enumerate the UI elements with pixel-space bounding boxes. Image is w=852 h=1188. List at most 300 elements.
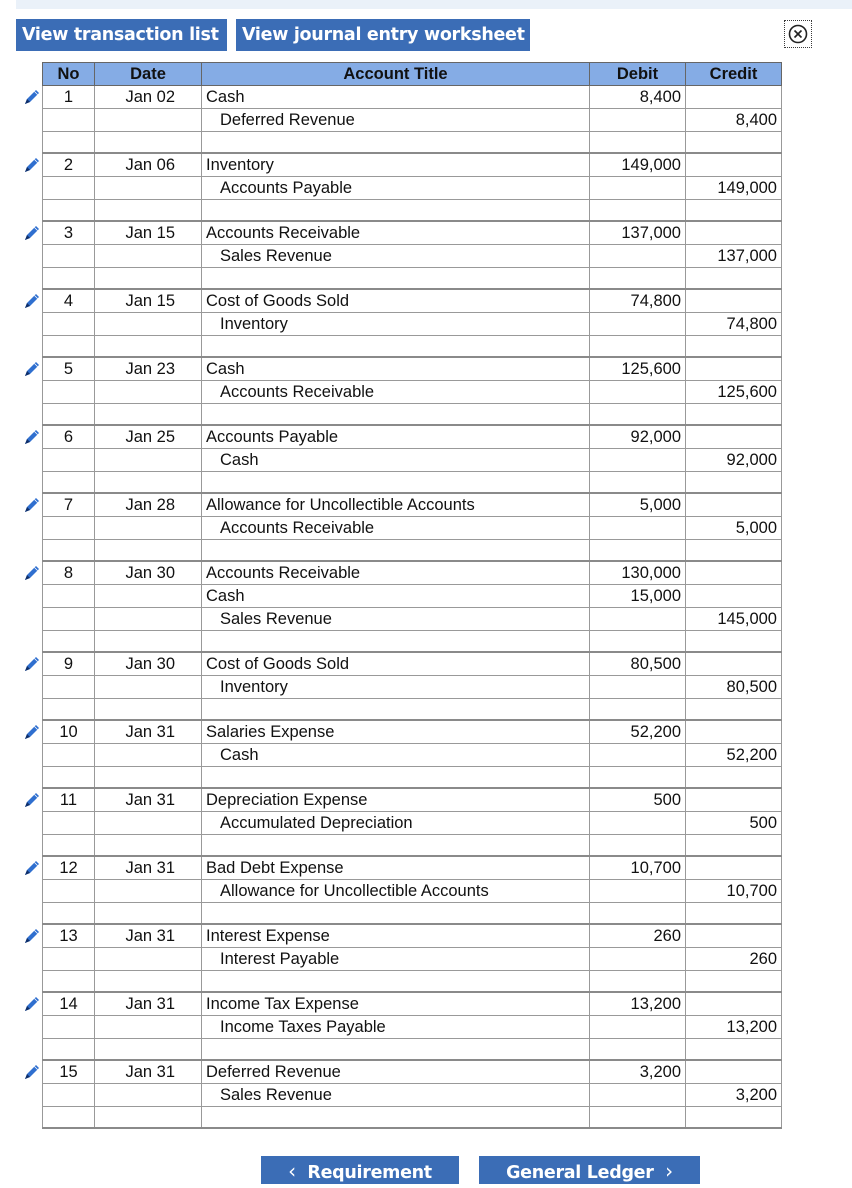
- account-title: Sales Revenue: [202, 1084, 590, 1107]
- account-title: Accounts Payable: [202, 425, 590, 449]
- account-title: Deferred Revenue: [202, 109, 590, 132]
- debit-amount: 260: [590, 924, 686, 948]
- edit-entry-button[interactable]: [21, 86, 43, 108]
- account-title: Cash: [202, 585, 590, 608]
- entry-number: [43, 517, 95, 540]
- debit-amount: 137,000: [590, 221, 686, 245]
- credit-amount: 137,000: [686, 245, 782, 268]
- table-row: [43, 924, 782, 948]
- credit-amount: 74,800: [686, 313, 782, 336]
- entry-date: [95, 835, 202, 857]
- debit-amount: 3,200: [590, 1060, 686, 1084]
- debit-amount: 80,500: [590, 652, 686, 676]
- table-row: [43, 856, 782, 880]
- account-title: [202, 268, 590, 290]
- credit-amount: [686, 652, 782, 676]
- account-title: [202, 472, 590, 494]
- account-title: Allowance for Uncollectible Accounts: [202, 493, 590, 517]
- debit-amount: 5,000: [590, 493, 686, 517]
- requirement-label: Requirement: [307, 1163, 432, 1183]
- entry-number: [43, 245, 95, 268]
- account-title: Cash: [202, 86, 590, 109]
- account-title: Deferred Revenue: [202, 1060, 590, 1084]
- entry-number: [43, 1107, 95, 1129]
- entry-number: [43, 699, 95, 721]
- entry-number: [43, 608, 95, 631]
- credit-amount: [686, 992, 782, 1016]
- entry-number: 14: [43, 992, 95, 1016]
- account-title: [202, 971, 590, 993]
- header-credit: Credit: [686, 63, 782, 86]
- entry-date: Jan 23: [95, 357, 202, 381]
- credit-amount: 52,200: [686, 744, 782, 767]
- account-title: [202, 540, 590, 562]
- account-title: Interest Expense: [202, 924, 590, 948]
- entry-date: [95, 744, 202, 767]
- debit-amount: 500: [590, 788, 686, 812]
- entry-date: Jan 30: [95, 652, 202, 676]
- table-header-row: [43, 63, 782, 86]
- entry-date: [95, 608, 202, 631]
- entry-number: [43, 880, 95, 903]
- pencil-icon: [21, 222, 43, 244]
- account-title: Cost of Goods Sold: [202, 289, 590, 313]
- filler-row: [43, 200, 782, 222]
- entry-number: 3: [43, 221, 95, 245]
- entry-date: Jan 31: [95, 788, 202, 812]
- entry-number: 12: [43, 856, 95, 880]
- entry-date: [95, 381, 202, 404]
- edit-entry-button[interactable]: [21, 562, 43, 584]
- account-title: Cash: [202, 357, 590, 381]
- entry-number: 8: [43, 561, 95, 585]
- pencil-icon: [21, 789, 43, 811]
- entry-number: [43, 540, 95, 562]
- table-row: [43, 561, 782, 585]
- pencil-icon: [21, 562, 43, 584]
- entry-date: Jan 15: [95, 289, 202, 313]
- header-no: No: [43, 63, 95, 86]
- filler-row: [43, 1039, 782, 1061]
- credit-amount: [686, 493, 782, 517]
- credit-amount: [686, 153, 782, 177]
- entry-number: 5: [43, 357, 95, 381]
- debit-amount: 74,800: [590, 289, 686, 313]
- filler-row: [43, 631, 782, 653]
- edit-entry-button[interactable]: [21, 1061, 43, 1083]
- account-title: [202, 631, 590, 653]
- pencil-icon: [21, 993, 43, 1015]
- credit-amount: [686, 971, 782, 993]
- entry-date: [95, 676, 202, 699]
- filler-row: [43, 404, 782, 426]
- debit-amount: [590, 971, 686, 993]
- credit-amount: 149,000: [686, 177, 782, 200]
- filler-row: [43, 472, 782, 494]
- edit-entry-button[interactable]: [21, 993, 43, 1015]
- entry-date: [95, 699, 202, 721]
- entry-date: [95, 812, 202, 835]
- entry-date: [95, 1107, 202, 1129]
- credit-amount: [686, 86, 782, 109]
- table-row: [43, 425, 782, 449]
- table-row: [43, 652, 782, 676]
- account-title: Accounts Receivable: [202, 381, 590, 404]
- account-title: Income Taxes Payable: [202, 1016, 590, 1039]
- entry-number: [43, 1039, 95, 1061]
- table-row: [43, 948, 782, 971]
- account-title: [202, 1039, 590, 1061]
- entry-number: 11: [43, 788, 95, 812]
- entry-number: 9: [43, 652, 95, 676]
- entry-number: [43, 585, 95, 608]
- credit-amount: [686, 132, 782, 154]
- account-title: Sales Revenue: [202, 608, 590, 631]
- entry-number: [43, 313, 95, 336]
- entry-date: [95, 517, 202, 540]
- debit-amount: [590, 631, 686, 653]
- debit-amount: 130,000: [590, 561, 686, 585]
- entry-number: 15: [43, 1060, 95, 1084]
- account-title: Inventory: [202, 153, 590, 177]
- entry-date: [95, 109, 202, 132]
- table-row: [43, 177, 782, 200]
- pencil-icon: [21, 857, 43, 879]
- entry-number: [43, 676, 95, 699]
- table-row: [43, 1016, 782, 1039]
- debit-amount: [590, 835, 686, 857]
- entry-number: [43, 449, 95, 472]
- credit-amount: 125,600: [686, 381, 782, 404]
- entry-date: [95, 585, 202, 608]
- table-row: [43, 245, 782, 268]
- entry-number: [43, 109, 95, 132]
- credit-amount: [686, 336, 782, 358]
- credit-amount: 500: [686, 812, 782, 835]
- entry-date: Jan 28: [95, 493, 202, 517]
- debit-amount: [590, 676, 686, 699]
- account-title: Accounts Receivable: [202, 221, 590, 245]
- table-row: [43, 357, 782, 381]
- header-account-title: Account Title: [202, 63, 590, 86]
- table-row: [43, 676, 782, 699]
- entry-number: 7: [43, 493, 95, 517]
- entry-number: 2: [43, 153, 95, 177]
- entry-date: [95, 472, 202, 494]
- entry-date: [95, 336, 202, 358]
- pencil-icon: [21, 721, 43, 743]
- account-title: Inventory: [202, 313, 590, 336]
- entry-number: [43, 381, 95, 404]
- entry-number: [43, 767, 95, 789]
- table-row: [43, 812, 782, 835]
- entry-date: [95, 449, 202, 472]
- credit-amount: [686, 903, 782, 925]
- entry-number: [43, 336, 95, 358]
- entry-date: Jan 31: [95, 856, 202, 880]
- debit-amount: [590, 1016, 686, 1039]
- account-title: Accounts Receivable: [202, 561, 590, 585]
- requirement-button[interactable]: [261, 1156, 459, 1184]
- entry-number: [43, 948, 95, 971]
- pencil-icon: [21, 426, 43, 448]
- pencil-icon: [21, 86, 43, 108]
- debit-amount: [590, 1084, 686, 1107]
- entry-date: [95, 313, 202, 336]
- credit-amount: [686, 585, 782, 608]
- edit-entry-button[interactable]: [21, 857, 43, 879]
- account-title: Inventory: [202, 676, 590, 699]
- debit-amount: [590, 699, 686, 721]
- account-title: [202, 132, 590, 154]
- debit-amount: [590, 540, 686, 562]
- edit-entry-button[interactable]: [21, 426, 43, 448]
- entry-date: [95, 132, 202, 154]
- entry-number: [43, 200, 95, 222]
- pencil-icon: [21, 925, 43, 947]
- edit-entry-button[interactable]: [21, 925, 43, 947]
- edit-entry-button[interactable]: [21, 154, 43, 176]
- entry-number: [43, 1016, 95, 1039]
- account-title: Accumulated Depreciation: [202, 812, 590, 835]
- entry-date: [95, 948, 202, 971]
- entry-date: [95, 245, 202, 268]
- entry-date: Jan 31: [95, 1060, 202, 1084]
- credit-amount: [686, 561, 782, 585]
- credit-amount: 3,200: [686, 1084, 782, 1107]
- account-title: Accounts Receivable: [202, 517, 590, 540]
- entry-date: [95, 880, 202, 903]
- credit-amount: [686, 1060, 782, 1084]
- debit-amount: [590, 109, 686, 132]
- credit-amount: 92,000: [686, 449, 782, 472]
- filler-row: [43, 699, 782, 721]
- credit-amount: [686, 1039, 782, 1061]
- debit-amount: [590, 767, 686, 789]
- credit-amount: [686, 1107, 782, 1129]
- entry-date: Jan 06: [95, 153, 202, 177]
- chevron-left-icon: ‹: [288, 1159, 296, 1183]
- entry-number: [43, 812, 95, 835]
- entry-number: [43, 971, 95, 993]
- filler-row: [43, 132, 782, 154]
- debit-amount: [590, 132, 686, 154]
- credit-amount: 10,700: [686, 880, 782, 903]
- credit-amount: [686, 767, 782, 789]
- view-journal-entry-worksheet-button[interactable]: View journal entry worksheet: [236, 19, 530, 51]
- table-row: [43, 86, 782, 109]
- debit-amount: [590, 245, 686, 268]
- credit-amount: [686, 924, 782, 948]
- account-title: Depreciation Expense: [202, 788, 590, 812]
- entry-date: [95, 903, 202, 925]
- account-title: [202, 903, 590, 925]
- debit-amount: 10,700: [590, 856, 686, 880]
- table-row: [43, 493, 782, 517]
- entry-date: Jan 15: [95, 221, 202, 245]
- entry-date: [95, 767, 202, 789]
- credit-amount: 80,500: [686, 676, 782, 699]
- general-ledger-label: General Ledger: [506, 1163, 654, 1183]
- edit-entry-button[interactable]: [21, 290, 43, 312]
- credit-amount: 8,400: [686, 109, 782, 132]
- debit-amount: [590, 449, 686, 472]
- entry-date: Jan 30: [95, 561, 202, 585]
- entry-date: Jan 02: [95, 86, 202, 109]
- credit-amount: 13,200: [686, 1016, 782, 1039]
- edit-entry-button[interactable]: [21, 494, 43, 516]
- entry-date: [95, 177, 202, 200]
- credit-amount: 260: [686, 948, 782, 971]
- entry-number: 10: [43, 720, 95, 744]
- entry-date: [95, 200, 202, 222]
- entry-date: [95, 631, 202, 653]
- entry-date: [95, 1039, 202, 1061]
- credit-amount: [686, 404, 782, 426]
- account-title: [202, 1107, 590, 1129]
- entry-date: Jan 31: [95, 720, 202, 744]
- entry-number: [43, 835, 95, 857]
- credit-amount: [686, 200, 782, 222]
- table-row: [43, 992, 782, 1016]
- debit-amount: 125,600: [590, 357, 686, 381]
- table-row: [43, 1060, 782, 1084]
- credit-amount: [686, 835, 782, 857]
- entry-date: [95, 1016, 202, 1039]
- debit-amount: [590, 381, 686, 404]
- filler-row: [43, 1107, 782, 1129]
- account-title: Interest Payable: [202, 948, 590, 971]
- debit-amount: 15,000: [590, 585, 686, 608]
- entry-number: [43, 903, 95, 925]
- edit-entry-button[interactable]: [21, 721, 43, 743]
- debit-amount: [590, 404, 686, 426]
- table-row: [43, 880, 782, 903]
- credit-amount: [686, 788, 782, 812]
- debit-amount: [590, 1107, 686, 1129]
- table-row: [43, 289, 782, 313]
- edit-entry-button[interactable]: [21, 789, 43, 811]
- close-button[interactable]: [784, 20, 812, 48]
- debit-amount: [590, 812, 686, 835]
- entry-number: [43, 631, 95, 653]
- pencil-icon: [21, 290, 43, 312]
- account-title: [202, 336, 590, 358]
- pencil-icon: [21, 494, 43, 516]
- debit-amount: 8,400: [590, 86, 686, 109]
- credit-amount: [686, 540, 782, 562]
- account-title: Sales Revenue: [202, 245, 590, 268]
- credit-amount: [686, 856, 782, 880]
- debit-amount: [590, 268, 686, 290]
- account-title: Salaries Expense: [202, 720, 590, 744]
- entry-number: [43, 744, 95, 767]
- pencil-icon: [21, 154, 43, 176]
- account-title: [202, 767, 590, 789]
- debit-amount: [590, 472, 686, 494]
- credit-amount: [686, 357, 782, 381]
- entry-date: [95, 971, 202, 993]
- debit-amount: [590, 608, 686, 631]
- credit-amount: [686, 720, 782, 744]
- view-transaction-list-button[interactable]: View transaction list: [16, 19, 227, 51]
- account-title: [202, 404, 590, 426]
- credit-amount: [686, 699, 782, 721]
- header-debit: Debit: [590, 63, 686, 86]
- account-title: Bad Debt Expense: [202, 856, 590, 880]
- account-title: Accounts Payable: [202, 177, 590, 200]
- table-row: [43, 381, 782, 404]
- pencil-icon: [21, 358, 43, 380]
- edit-entry-button[interactable]: [21, 653, 43, 675]
- debit-amount: [590, 903, 686, 925]
- edit-entry-button[interactable]: [21, 358, 43, 380]
- table-row: [43, 1084, 782, 1107]
- general-ledger-button[interactable]: [479, 1156, 700, 1184]
- table-row: [43, 313, 782, 336]
- filler-row: [43, 835, 782, 857]
- filler-row: [43, 767, 782, 789]
- table-row: [43, 153, 782, 177]
- entry-number: 1: [43, 86, 95, 109]
- journal-table: [42, 62, 782, 1129]
- debit-amount: 13,200: [590, 992, 686, 1016]
- filler-row: [43, 903, 782, 925]
- entry-number: [43, 177, 95, 200]
- table-row: [43, 608, 782, 631]
- debit-amount: [590, 313, 686, 336]
- entry-number: [43, 404, 95, 426]
- account-title: Cash: [202, 744, 590, 767]
- debit-amount: [590, 1039, 686, 1061]
- entry-number: 4: [43, 289, 95, 313]
- top-strip: [16, 0, 852, 9]
- entry-date: Jan 31: [95, 924, 202, 948]
- entry-date: [95, 404, 202, 426]
- debit-amount: [590, 948, 686, 971]
- chevron-right-icon: ›: [665, 1159, 673, 1183]
- debit-amount: [590, 177, 686, 200]
- table-row: [43, 788, 782, 812]
- entry-number: [43, 268, 95, 290]
- credit-amount: 5,000: [686, 517, 782, 540]
- table-row: [43, 744, 782, 767]
- debit-amount: 52,200: [590, 720, 686, 744]
- table-row: [43, 720, 782, 744]
- filler-row: [43, 540, 782, 562]
- entry-date: [95, 1084, 202, 1107]
- header-date: Date: [95, 63, 202, 86]
- credit-amount: [686, 268, 782, 290]
- debit-amount: [590, 517, 686, 540]
- account-title: Cost of Goods Sold: [202, 652, 590, 676]
- edit-entry-button[interactable]: [21, 222, 43, 244]
- close-circle-icon: [787, 23, 809, 45]
- account-title: [202, 835, 590, 857]
- credit-amount: [686, 472, 782, 494]
- debit-amount: 149,000: [590, 153, 686, 177]
- table-row: [43, 449, 782, 472]
- table-row: [43, 221, 782, 245]
- account-title: [202, 699, 590, 721]
- account-title: [202, 200, 590, 222]
- entry-number: [43, 1084, 95, 1107]
- entry-date: Jan 31: [95, 992, 202, 1016]
- table-row: [43, 517, 782, 540]
- credit-amount: 145,000: [686, 608, 782, 631]
- debit-amount: [590, 744, 686, 767]
- filler-row: [43, 336, 782, 358]
